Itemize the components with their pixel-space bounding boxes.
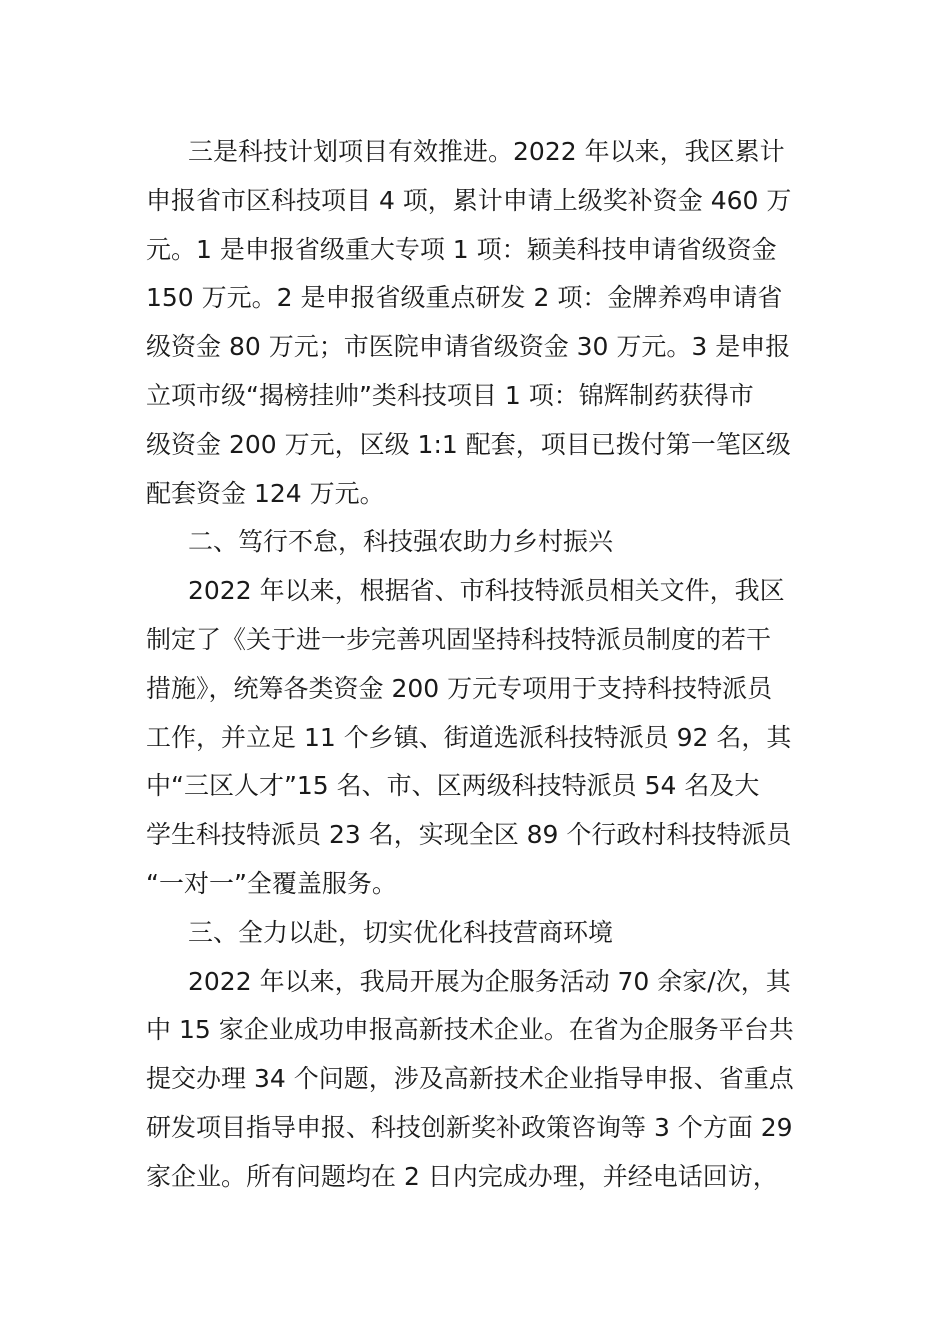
text-line: 研发项目指导申报、科技创新奖补政策咨询等 3 个方面 29	[146, 1112, 793, 1142]
section-heading-rural-revitalization	[146, 518, 808, 567]
text-line: 立项市级“揭榜挂帅”类科技项目 1 项：锦辉制药获得市	[146, 380, 754, 410]
text-line: 元。1 是申报省级重大专项 1 项：颖美科技申请省级资金	[146, 234, 777, 264]
text-line: 措施》，统筹各类资金 200 万元专项用于支持科技特派员	[146, 673, 773, 703]
text-line: 中“三区人才”15 名、市、区两级科技特派员 54 名及大	[146, 771, 760, 801]
heading-line: 二、笃行不怠，科技强农助力乡村振兴	[188, 527, 614, 557]
text-line: 申报省市区科技项目 4 项，累计申请上级奖补资金 460 万	[146, 185, 792, 215]
text-line: 150 万元。2 是申报省级重点研发 2 项：金牌养鸡申请省	[146, 283, 783, 313]
section-heading-business-environment	[146, 909, 808, 958]
text-line: 家企业。所有问题均在 2 日内完成办理，并经电话回访，	[146, 1161, 778, 1191]
paragraph-enterprise-services	[146, 958, 808, 1202]
text-line: 中 15 家企业成功申报高新技术企业。在省为企服务平台共	[146, 1015, 794, 1045]
text-line: 2022 年以来，我局开展为企服务活动 70 余家/次，其	[188, 966, 791, 996]
paragraph-tech-projects	[146, 128, 808, 518]
text-line: “一对一”全覆盖服务。	[146, 868, 397, 898]
text-line: 级资金 80 万元；市医院申请省级资金 30 万元。3 是申报	[146, 332, 791, 362]
heading-line: 三、全力以赴，切实优化科技营商环境	[188, 917, 614, 947]
document-body	[146, 128, 808, 1202]
text-line: 提交办理 34 个问题，涉及高新技术企业指导申报、省重点	[146, 1064, 794, 1094]
text-line: 三是科技计划项目有效推进。2022 年以来，我区累计	[188, 137, 785, 166]
text-line: 制定了《关于进一步完善巩固坚持科技特派员制度的若干	[146, 624, 772, 654]
text-line: 2022 年以来，根据省、市科技特派员相关文件，我区	[188, 576, 785, 606]
text-line: 学生科技特派员 23 名，实现全区 89 个行政村科技特派员	[146, 820, 792, 850]
text-line: 工作，并立足 11 个乡镇、街道选派科技特派员 92 名，其	[146, 722, 792, 752]
paragraph-tech-commissioners	[146, 567, 808, 909]
text-line: 配套资金 124 万元。	[146, 478, 385, 508]
text-line: 级资金 200 万元，区级 1:1 配套，项目已拨付第一笔区级	[146, 429, 791, 459]
